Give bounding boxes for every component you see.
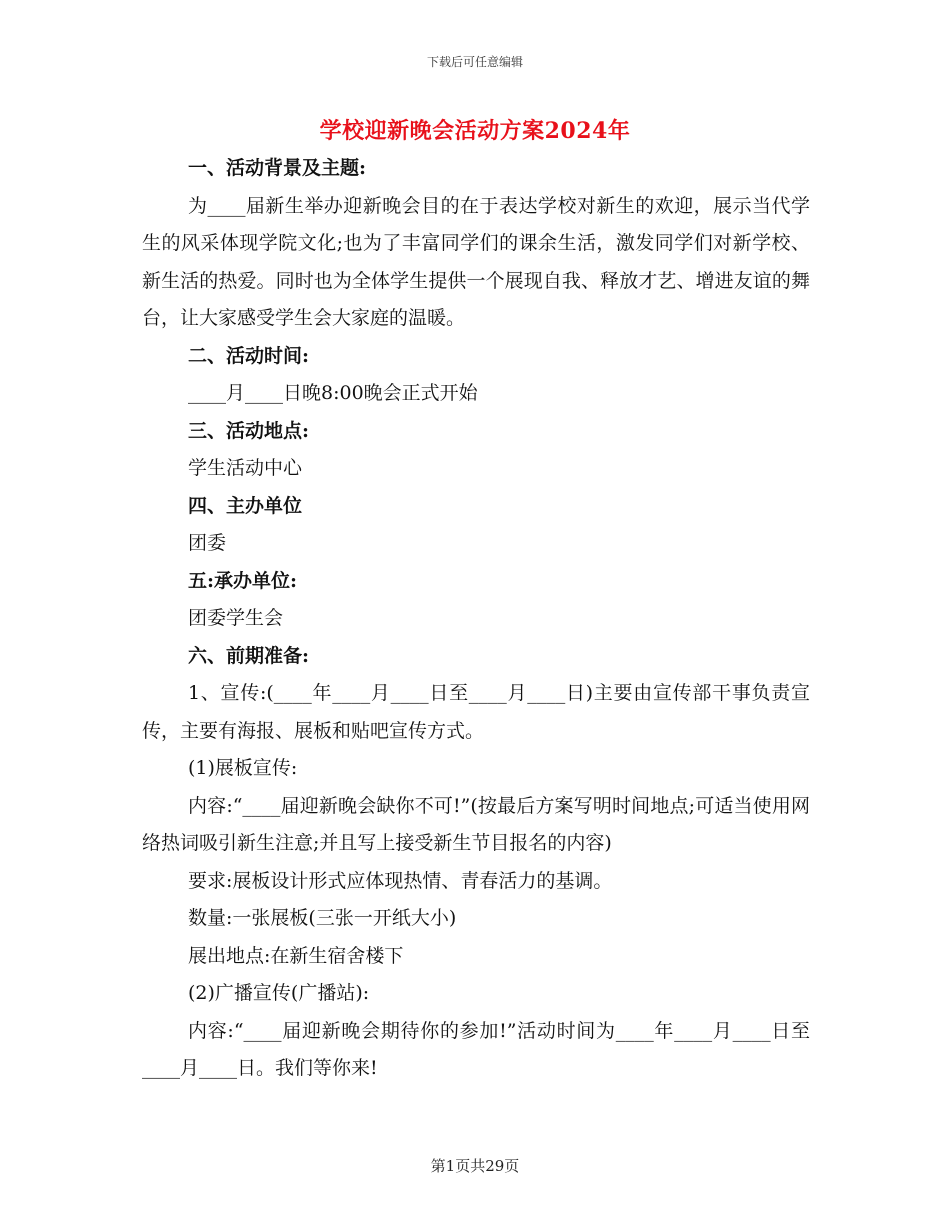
location-text: 学生活动中心 — [188, 457, 303, 479]
section-heading-host: 五:承办单位: — [188, 569, 298, 592]
host-text: 团委学生会 — [188, 607, 284, 629]
organizer-text: 团委 — [188, 532, 227, 554]
board-publicity-content: 内容:“____届迎新晚会缺你不可!”(按最后方案写明时间地点;可适当使用网络热词吸引新生注意;并且写上接受新生节目报名的内容) — [142, 794, 810, 854]
section-heading-location: 三、活动地点: — [188, 419, 310, 442]
section-heading-background: 一、活动背景及主题: — [188, 157, 367, 179]
board-publicity-requirement: 要求:展板设计形式应体现热情、青春活力的基调。 — [188, 869, 613, 892]
board-publicity-quantity: 数量:一张展板(三张一开纸大小) — [188, 907, 457, 929]
section-heading-time: 二、活动时间: — [188, 344, 310, 367]
preparation-item-1: 1、宣传:(____年____月____日至____月____日)主要由宣传部干事负责宣传，主要有海报、展板和贴吧宣传方式。 — [142, 682, 810, 742]
time-text: ____月____日晚8:00晚会正式开始 — [188, 382, 478, 404]
document-body — [142, 150, 810, 1088]
background-paragraph: 为____届新生举办迎新晚会目的在于表达学校对新生的欢迎，展示当代学生的风采体现学院文化;也为了丰富同学们的课余生活，激发同学们对新学校、新生活的热爱。同时也为全体学生提供一个展现自我、释放才艺、增进友谊的舞台，让大家感受学生会大家庭的温暖。 — [142, 194, 810, 329]
section-heading-organizer: 四、主办单位 — [188, 494, 303, 517]
board-publicity-location: 展出地点:在新生宿舍楼下 — [188, 944, 404, 967]
document-title: 学校迎新晚会活动方案2024年 — [319, 118, 631, 144]
broadcast-publicity-content: 内容:“____届迎新晚会期待你的参加!”活动时间为____年____月____日至____月____日。我们等你来! — [142, 1019, 810, 1079]
board-publicity-heading: (1)展板宣传: — [188, 757, 298, 779]
broadcast-publicity-heading: (2)广播宣传(广播站): — [188, 982, 370, 1004]
section-heading-preparation: 六、前期准备: — [188, 644, 310, 667]
page-header: 下载后可任意编辑 — [426, 55, 523, 69]
page-footer: 第1页共29页 — [430, 1157, 520, 1175]
